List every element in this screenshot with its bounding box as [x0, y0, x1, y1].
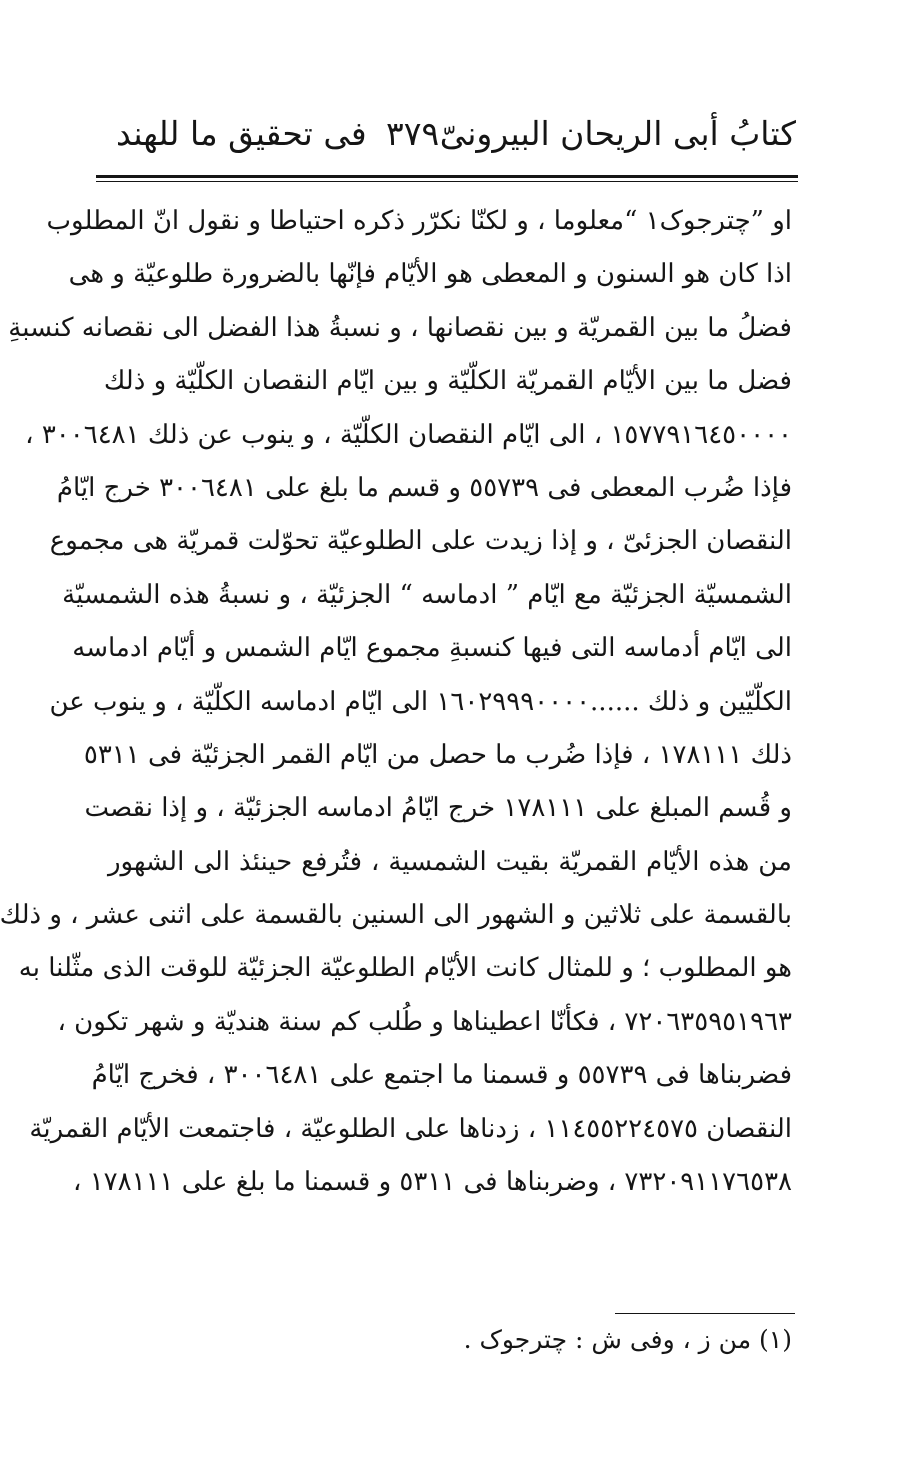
- page-number: ٣٧٩: [386, 114, 440, 153]
- text-line: فضلُ ما بين القمريّة و بين نقصانها ، و نسبةُ هذا الفضل الى نقصانه كنسبةِ: [8, 312, 792, 343]
- header-rule-thick: [96, 175, 798, 178]
- text-line: بالقسمة على ثلاثين و الشهور الى السنين بالقسمة على اثنى عشر ، و ذلك: [0, 900, 792, 931]
- text-line: فضربناها فى ٥٥٧٣٩ و قسمنا ما اجتمع على ٣٠٠٦٤٨١ ، فخرج ايّامُ: [91, 1060, 792, 1091]
- text-line: ٧٢٠٦٣٥٩٥١٩٦٣ ، فكأنّا اعطيناها و طُلب كم سنة هنديّة و شهر تكون ،: [57, 1006, 792, 1037]
- text-line: من هذه الأيّام القمريّة بقيت الشمسية ، فتُرفع حينئذ الى الشهور: [108, 846, 792, 877]
- text-line: فضل ما بين الأيّام القمريّة الكلّيّة و بين ايّام النقصان الكلّيّة و ذلك: [103, 366, 792, 397]
- text-line: ١٥٧٧٩١٦٤٥٠٠٠٠ ، الى ايّام النقصان الكلّيّة ، و ينوب عن ذلك ٣٠٠٦٤٨١ ،: [25, 419, 792, 450]
- text-line: و قُسم المبلغ على ١٧٨١١١ خرج ايّامُ ادماسه الجزئيّة ، و إذا نقصت: [84, 793, 792, 824]
- footnote-rule: [615, 1313, 795, 1314]
- text-line: الى ايّام أدماسه التى فيها كنسبةِ مجموع ايّام الشمس و أيّام ادماسه: [72, 633, 792, 664]
- running-header: [96, 104, 796, 164]
- text-line: الشمسيّة الجزئيّة مع ايّام ” ادماسه “ الجزئيّة ، و نسبةُ هذه الشمسيّة: [62, 579, 792, 610]
- footnote: (١) من ز ، وفى ش : چترجوک .: [463, 1325, 792, 1354]
- book-title: كتابُ أبى الريحان البيرونىّ: [439, 114, 796, 153]
- header-rule-thin: [96, 181, 798, 182]
- text-line: ذلك ١٧٨١١١ ، فإذا ضُرب ما حصل من ايّام القمر الجزئيّة فى ٥٣١١: [83, 739, 792, 770]
- text-line: فإذا ضُرب المعطى فى ٥٥٧٣٩ و قسم ما بلغ على ٣٠٠٦٤٨١ خرج ايّامُ: [56, 472, 792, 503]
- text-line: او ”چترجوک۱ “معلوما ، و لكنّا نكرّر ذكره احتياطا و نقول انّ المطلوب: [46, 206, 792, 236]
- section-title: فى تحقيق ما للهند: [116, 114, 367, 153]
- text-line: ٧٣٢٠٩١١٧٦٥٣٨ ، وضربناها فى ٥٣١١ و قسمنا ما بلغ على ١٧٨١١١ ،: [73, 1167, 792, 1198]
- text-line: الكلّيّين و ذلك ......١٦٠٢٩٩٩٠٠٠٠ الى ايّام ادماسه الكلّيّة ، و ينوب عن: [49, 686, 792, 717]
- text-line: النقصان ١١٤٥٥٢٢٤٥٧٥ ، زدناها على الطلوعيّة ، فاجتمعت الأيّام القمريّة: [29, 1113, 792, 1144]
- text-line: النقصان الجزئىّ ، و إذا زيدت على الطلوعيّة تحوّلت قمريّة هى مجموع: [49, 526, 792, 557]
- text-line: هو المطلوب ؛ و للمثال كانت الأيّام الطلوعيّة الجزئيّة للوقت الذى مثّلنا به: [18, 953, 792, 984]
- body-text: [0, 195, 792, 1209]
- text-line: اذا كان هو السنون و المعطى هو الأيّام فإنّها بالضرورة طلوعيّة و هى: [68, 259, 792, 290]
